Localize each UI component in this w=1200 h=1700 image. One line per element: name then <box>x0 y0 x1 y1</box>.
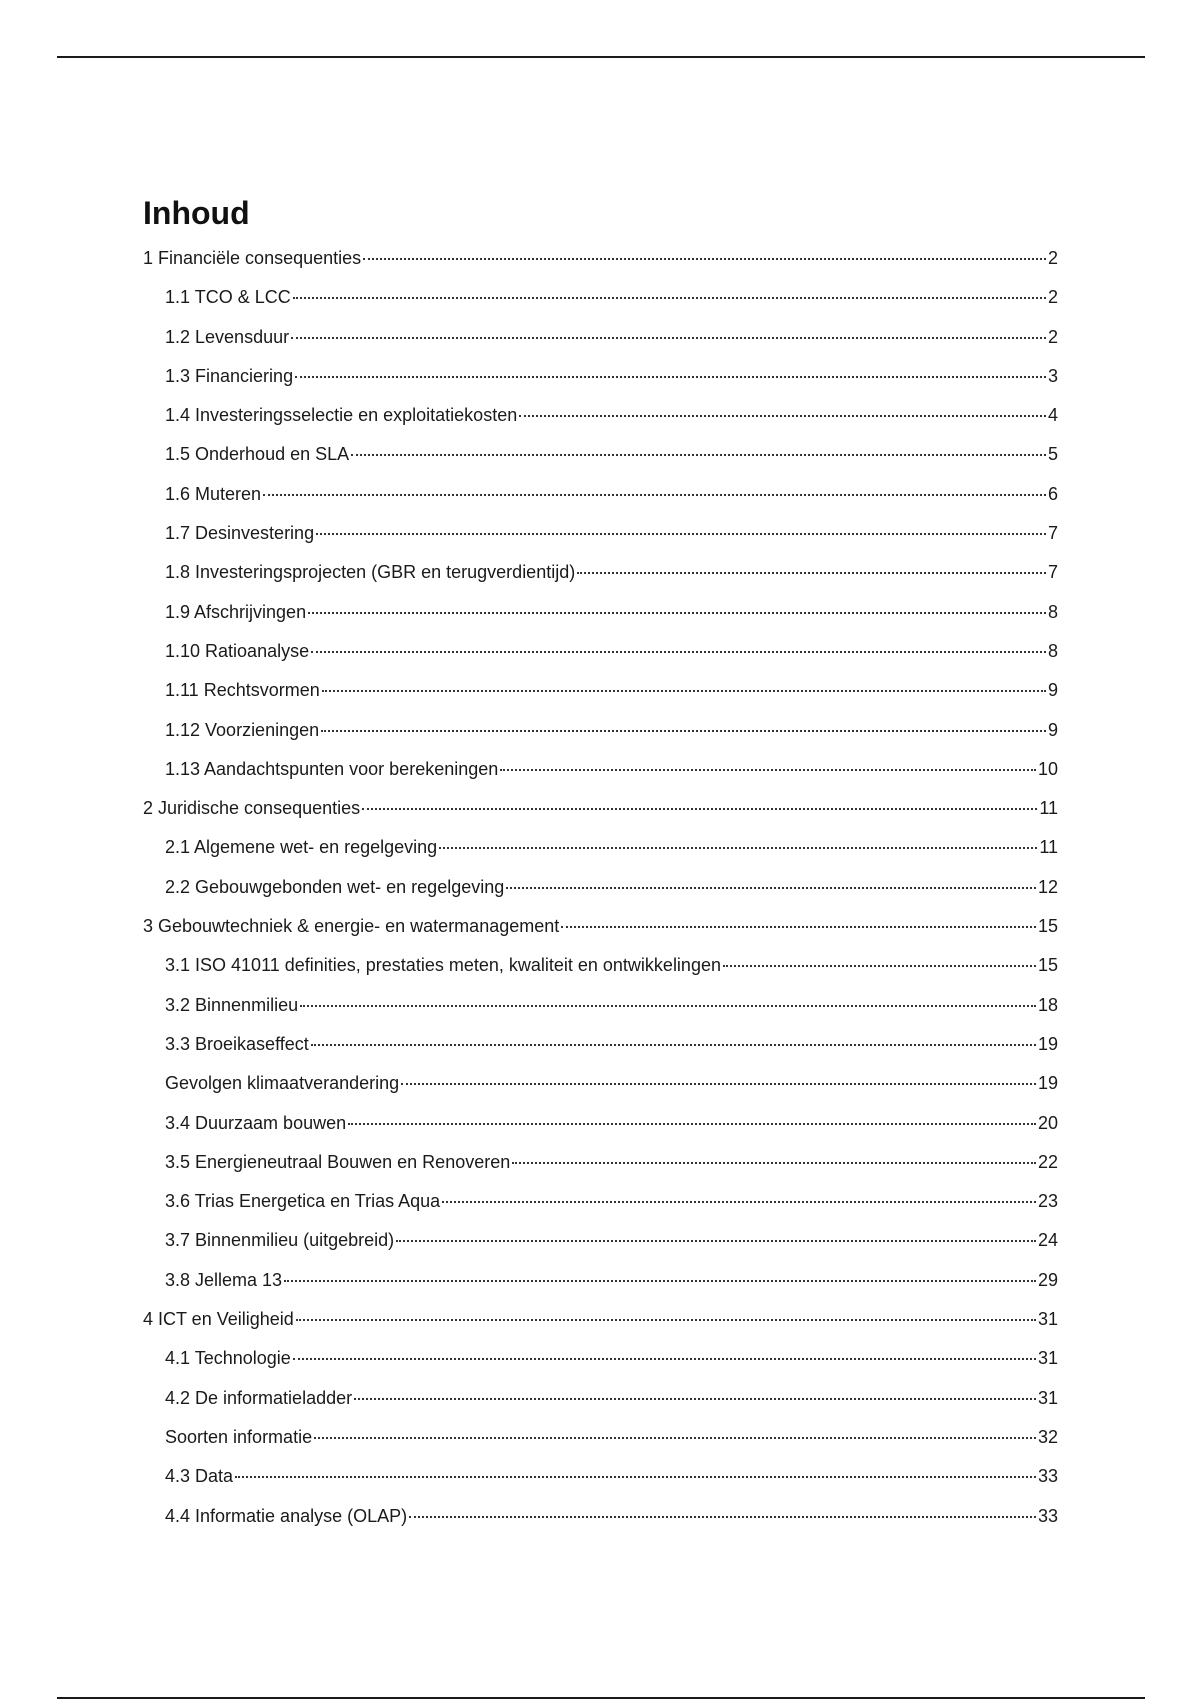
toc-entry-label: 1.5 Onderhoud en SLA <box>165 444 350 465</box>
toc-entry[interactable] <box>143 601 1058 640</box>
toc-entry[interactable] <box>143 1229 1058 1268</box>
toc-entry-page-number: 18 <box>1037 994 1058 1015</box>
toc-entry-page-number: 9 <box>1047 680 1058 701</box>
toc-entry-label: 3.8 Jellema 13 <box>165 1269 283 1290</box>
toc-entry[interactable] <box>143 1505 1058 1544</box>
toc-title: Inhoud <box>143 195 250 231</box>
toc-entry-page-number: 9 <box>1047 719 1058 740</box>
header-rule <box>57 56 1145 58</box>
toc-entry-page-number: 33 <box>1037 1466 1058 1487</box>
dot-leader <box>439 847 1037 849</box>
dot-leader <box>363 258 1046 260</box>
toc-entry-page-number: 4 <box>1047 405 1058 426</box>
dot-leader <box>321 730 1046 732</box>
dot-leader <box>512 1162 1036 1164</box>
toc-entry-label: 1.2 Levensduur <box>165 326 290 347</box>
toc-entry-page-number: 31 <box>1037 1387 1058 1408</box>
toc-entry-page-number: 12 <box>1037 876 1058 897</box>
dot-leader <box>519 415 1046 417</box>
toc-entry-label: 2.2 Gebouwgebonden wet- en regelgeving <box>165 876 505 897</box>
toc-entry-page-number: 2 <box>1047 287 1058 308</box>
dot-leader <box>401 1083 1036 1085</box>
toc-entry-page-number: 22 <box>1037 1151 1058 1172</box>
toc-entry[interactable] <box>143 836 1058 875</box>
toc-entry[interactable] <box>143 915 1058 954</box>
toc-entry-label: 3.3 Broeikaseffect <box>165 1033 309 1054</box>
toc-entry-page-number: 6 <box>1047 483 1058 504</box>
toc-entry-page-number: 31 <box>1037 1309 1058 1330</box>
dot-leader <box>263 494 1046 496</box>
dot-leader <box>284 1280 1036 1282</box>
toc-entry-label: 2.1 Algemene wet- en regelgeving <box>165 837 438 858</box>
toc-entry-page-number: 24 <box>1037 1230 1058 1251</box>
toc-entry-label: 3.6 Trias Energetica en Trias Aqua <box>165 1191 441 1212</box>
toc-entry-page-number: 15 <box>1037 955 1058 976</box>
toc-entry-label: 3.7 Binnenmilieu (uitgebreid) <box>165 1230 395 1251</box>
toc-entry-label: 1.3 Financiering <box>165 365 294 386</box>
toc-entry-page-number: 3 <box>1047 365 1058 386</box>
toc-entry[interactable] <box>143 876 1058 915</box>
toc-entry-label: 3.2 Binnenmilieu <box>165 994 299 1015</box>
toc-entry-page-number: 19 <box>1037 1033 1058 1054</box>
toc-entry-label: 3 Gebouwtechniek & energie- en watermanagement <box>143 916 560 937</box>
toc-entry[interactable] <box>143 1269 1058 1308</box>
toc-entry-label: 4.2 De informatieladder <box>165 1387 353 1408</box>
toc-entry-page-number: 20 <box>1037 1112 1058 1133</box>
toc-entry-label: 3.5 Energieneutraal Bouwen en Renoveren <box>165 1151 511 1172</box>
dot-leader <box>316 533 1046 535</box>
toc-entry-page-number: 8 <box>1047 640 1058 661</box>
table-of-contents <box>143 191 1058 1544</box>
dot-leader <box>354 1398 1036 1400</box>
dot-leader <box>362 808 1037 810</box>
toc-entry-label: 3.4 Duurzaam bouwen <box>165 1112 347 1133</box>
dot-leader <box>311 1044 1036 1046</box>
toc-entry[interactable] <box>143 365 1058 404</box>
toc-entry[interactable] <box>143 640 1058 679</box>
dot-leader <box>409 1516 1036 1518</box>
dot-leader <box>293 297 1046 299</box>
dot-leader <box>500 769 1036 771</box>
toc-entry[interactable] <box>143 286 1058 325</box>
toc-entry-label: 3.1 ISO 41011 definities, prestaties meten, kwaliteit en ontwikkelingen <box>165 955 721 976</box>
toc-entry-page-number: 2 <box>1047 248 1058 268</box>
toc-entry-label: 1.1 TCO & LCC <box>165 287 291 308</box>
toc-entry-page-number: 31 <box>1037 1348 1058 1369</box>
toc-entry-label: 1.12 Voorzieningen <box>165 719 320 740</box>
toc-entry-page-number: 2 <box>1047 326 1058 347</box>
toc-entry-label: 2 Juridische consequenties <box>143 798 361 819</box>
toc-entry[interactable] <box>143 1426 1058 1465</box>
dot-leader <box>351 454 1046 456</box>
dot-leader <box>322 690 1046 692</box>
toc-entry[interactable] <box>143 1347 1058 1386</box>
toc-entry-label: 1.10 Ratioanalyse <box>165 640 310 661</box>
toc-entry-page-number: 29 <box>1037 1269 1058 1290</box>
toc-entry[interactable] <box>143 1112 1058 1151</box>
dot-leader <box>577 572 1046 574</box>
dot-leader <box>348 1123 1036 1125</box>
toc-entry[interactable] <box>143 758 1058 797</box>
footer-rule <box>57 1697 1145 1699</box>
toc-entry-page-number: 8 <box>1047 601 1058 622</box>
dot-leader <box>295 376 1046 378</box>
toc-entry[interactable] <box>143 483 1058 522</box>
toc-entry[interactable] <box>143 994 1058 1033</box>
dot-leader <box>291 337 1046 339</box>
toc-entry[interactable] <box>143 679 1058 718</box>
toc-entry-page-number: 23 <box>1037 1191 1058 1212</box>
toc-entry[interactable] <box>143 404 1058 443</box>
toc-entry-label: 1.9 Afschrijvingen <box>165 601 307 622</box>
toc-entry[interactable] <box>143 247 1058 286</box>
toc-entry[interactable] <box>143 719 1058 758</box>
dot-leader <box>235 1476 1036 1478</box>
dot-leader <box>314 1437 1036 1439</box>
toc-entry-page-number: 32 <box>1037 1426 1058 1447</box>
toc-entry[interactable] <box>143 1033 1058 1072</box>
toc-entry[interactable] <box>143 797 1058 836</box>
toc-entry-label: 4 ICT en Veiligheid <box>143 1309 294 1330</box>
toc-entry-label: 4.4 Informatie analyse (OLAP) <box>165 1505 408 1526</box>
toc-entry-label: 4.1 Technologie <box>165 1348 291 1369</box>
dot-leader <box>723 965 1036 967</box>
dot-leader <box>506 887 1036 889</box>
toc-entry[interactable] <box>143 1308 1058 1347</box>
toc-entry-label: 1.7 Desinvestering <box>165 523 315 544</box>
toc-entry-label: 1 Financiële consequenties <box>143 248 362 268</box>
toc-entry-label: Soorten informatie <box>165 1426 313 1447</box>
toc-entry-page-number: 19 <box>1037 1073 1058 1094</box>
toc-entry-page-number: 11 <box>1039 798 1058 819</box>
toc-entry[interactable] <box>143 1387 1058 1426</box>
toc-entry-page-number: 7 <box>1047 523 1058 544</box>
toc-list <box>143 247 1058 1544</box>
dot-leader <box>561 926 1036 928</box>
dot-leader <box>396 1240 1036 1242</box>
dot-leader <box>300 1005 1036 1007</box>
toc-entry[interactable] <box>143 326 1058 365</box>
dot-leader <box>442 1201 1036 1203</box>
toc-entry-page-number: 11 <box>1039 837 1058 858</box>
toc-entry-page-number: 10 <box>1037 758 1058 779</box>
toc-entry[interactable] <box>143 522 1058 561</box>
toc-entry[interactable] <box>143 443 1058 482</box>
toc-entry-label: Gevolgen klimaatverandering <box>165 1073 400 1094</box>
toc-entry[interactable] <box>143 1465 1058 1504</box>
toc-entry-label: 1.8 Investeringsprojecten (GBR en terugverdientijd) <box>165 562 576 583</box>
toc-entry-label: 1.13 Aandachtspunten voor berekeningen <box>165 758 499 779</box>
toc-entry[interactable] <box>143 954 1058 993</box>
toc-entry[interactable] <box>143 1190 1058 1229</box>
toc-entry-page-number: 7 <box>1047 562 1058 583</box>
toc-entry-page-number: 15 <box>1037 916 1058 937</box>
toc-entry[interactable] <box>143 1151 1058 1190</box>
dot-leader <box>293 1358 1036 1360</box>
toc-entry[interactable] <box>143 561 1058 600</box>
toc-entry-page-number: 5 <box>1047 444 1058 465</box>
dot-leader <box>308 612 1046 614</box>
toc-entry[interactable] <box>143 1072 1058 1111</box>
toc-entry-label: 1.4 Investeringsselectie en exploitatiekosten <box>165 405 518 426</box>
dot-leader <box>296 1319 1036 1321</box>
toc-entry-page-number: 33 <box>1037 1505 1058 1526</box>
toc-entry-label: 1.6 Muteren <box>165 483 262 504</box>
toc-entry-label: 1.11 Rechtsvormen <box>165 680 320 701</box>
dot-leader <box>311 651 1046 653</box>
toc-entry-label: 4.3 Data <box>165 1466 234 1487</box>
